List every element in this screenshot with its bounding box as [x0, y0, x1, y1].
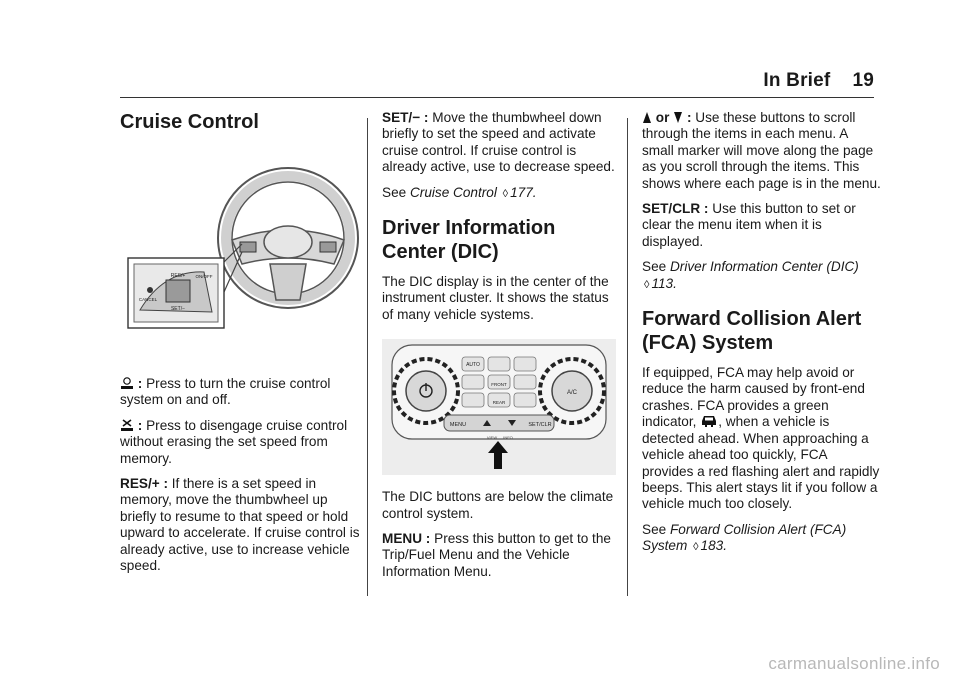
dic-menu-text: Press this button to get to the Trip/Fuel Menu and the Vehicle Information Menu.	[382, 531, 611, 579]
see-cruise-control	[382, 185, 622, 202]
cruise-cancel-term: :	[137, 417, 143, 433]
see-fca-page: 183.	[700, 538, 728, 554]
fca-text-a: If equipped, FCA may help avoid or reduce the harm caused by front-end crashes. FCA provides a green indicator,	[642, 365, 865, 430]
page-reference-icon: ◊	[502, 187, 509, 200]
watermark: carmanualsonline.info	[768, 654, 940, 673]
scroll-buttons-paragraph: or : Use these buttons to scroll through the items in each menu. A small marker will move along the page as you scroll through the items. This shows where each page is in the menu.	[642, 110, 881, 191]
climate-control-dic-illustration	[382, 339, 616, 475]
scroll-down-icon	[673, 111, 683, 124]
fig-label-set: SET/−	[170, 306, 186, 312]
scroll-or: or	[655, 110, 670, 125]
dic-intro-paragraph: The DIC display is in the center of the instrument cluster. It shows the status of many vehicle systems.	[382, 274, 609, 322]
see-prefix: See	[642, 521, 667, 537]
fca-vehicle-icon	[700, 414, 718, 428]
set-clr-paragraph	[642, 201, 882, 250]
dic-buttons-paragraph: The DIC buttons are below the climate control system.	[382, 489, 614, 521]
column-1	[120, 110, 360, 583]
steering-wheel-illustration	[120, 160, 360, 354]
section-title: In Brief	[763, 70, 831, 91]
see-dic-page: 113.	[651, 275, 677, 291]
see-fca	[642, 522, 882, 556]
cruise-res-paragraph	[120, 476, 360, 574]
fig-label-on-off: ON/OFF	[195, 274, 213, 279]
cruise-res-text: If there is a set speed in memory, move the thumbwheel up briefly to resume to that speed or hold upward to accelerate. If cruise control is already active, use to increase vehicle speed.	[120, 476, 360, 574]
fig-label-ac: A/C	[566, 390, 578, 397]
cruise-cancel-paragraph	[120, 418, 360, 467]
dic-menu-paragraph	[382, 531, 622, 580]
fig-label-menu: MENU	[449, 422, 467, 429]
column-2	[382, 110, 622, 589]
see-dic	[642, 259, 882, 293]
column-divider-1	[367, 118, 368, 596]
see-cruise-control-page: 177.	[510, 184, 537, 200]
fig-label-auto: AUTO	[466, 362, 480, 369]
cruise-on-off-paragraph	[120, 376, 360, 409]
cruise-cancel-icon	[120, 418, 134, 432]
cruise-on-off-term: :	[137, 376, 143, 391]
scroll-buttons-text: Use these buttons to scroll through the items in each menu. A small marker will move along the page as you scroll through the items. This shows where each page is in the menu.	[642, 110, 881, 191]
set-clr-text: Use this button to set or clear the menu item when it is displayed.	[642, 201, 856, 249]
dic-menu-term: MENU :	[382, 531, 431, 547]
cruise-on-off-text: Press to turn the cruise control system on and off.	[120, 376, 331, 408]
fig-label-front: FRONT	[491, 382, 507, 388]
set-clr-term: SET/CLR :	[642, 201, 709, 217]
fca-paragraph	[642, 365, 882, 513]
cruise-cancel-text: Press to disengage cruise control without erasing the set speed from memory.	[120, 417, 348, 466]
fca-text-b: , when a vehicle is detected ahead. When approaching a vehicle ahead too quickly, FCA provides a red flashing alert and rapidly beeps. This alert stays lit if you follow a vehicle much too closely.	[642, 414, 880, 512]
cruise-set-paragraph	[382, 110, 622, 176]
fig-label-cancel: CANCEL	[138, 297, 158, 302]
fig-label-info: INFO	[503, 435, 513, 441]
cruise-control-heading: Cruise Control	[120, 111, 259, 133]
see-prefix: See	[642, 259, 667, 275]
see-fca-link[interactable]: Forward Collision Alert (FCA) System	[642, 521, 847, 554]
page-reference-icon: ◊	[644, 278, 650, 291]
cruise-on-off-icon	[120, 376, 134, 390]
scroll-up-icon	[642, 111, 652, 124]
fig-label-res: RES/+	[170, 273, 186, 279]
see-cruise-control-link[interactable]: Cruise Control	[409, 184, 497, 200]
column-3	[642, 110, 882, 565]
see-prefix: See	[382, 184, 407, 200]
see-dic-link[interactable]: Driver Information Center (DIC)	[669, 259, 859, 275]
page-number: 19	[852, 70, 874, 91]
header-rule	[120, 97, 874, 98]
page-header	[763, 70, 874, 92]
fca-heading: Forward Collision Alert (FCA) System	[642, 308, 862, 355]
cruise-res-term: RES/+ :	[120, 476, 168, 492]
fig-label-setclr: SET/CLR	[528, 422, 552, 429]
fig-label-view: VIEW	[486, 435, 498, 441]
fig-label-rear: REAR	[492, 400, 506, 406]
page-reference-icon: ◊	[693, 541, 699, 554]
cruise-set-text: Move the thumbwheel down briefly to set the speed and activate cruise control. If cruise control is already active, use to decrease speed.	[382, 110, 615, 175]
dic-heading: Driver Information Center (DIC)	[382, 217, 556, 264]
column-divider-2	[627, 118, 628, 596]
cruise-set-term: SET/− :	[382, 110, 429, 125]
